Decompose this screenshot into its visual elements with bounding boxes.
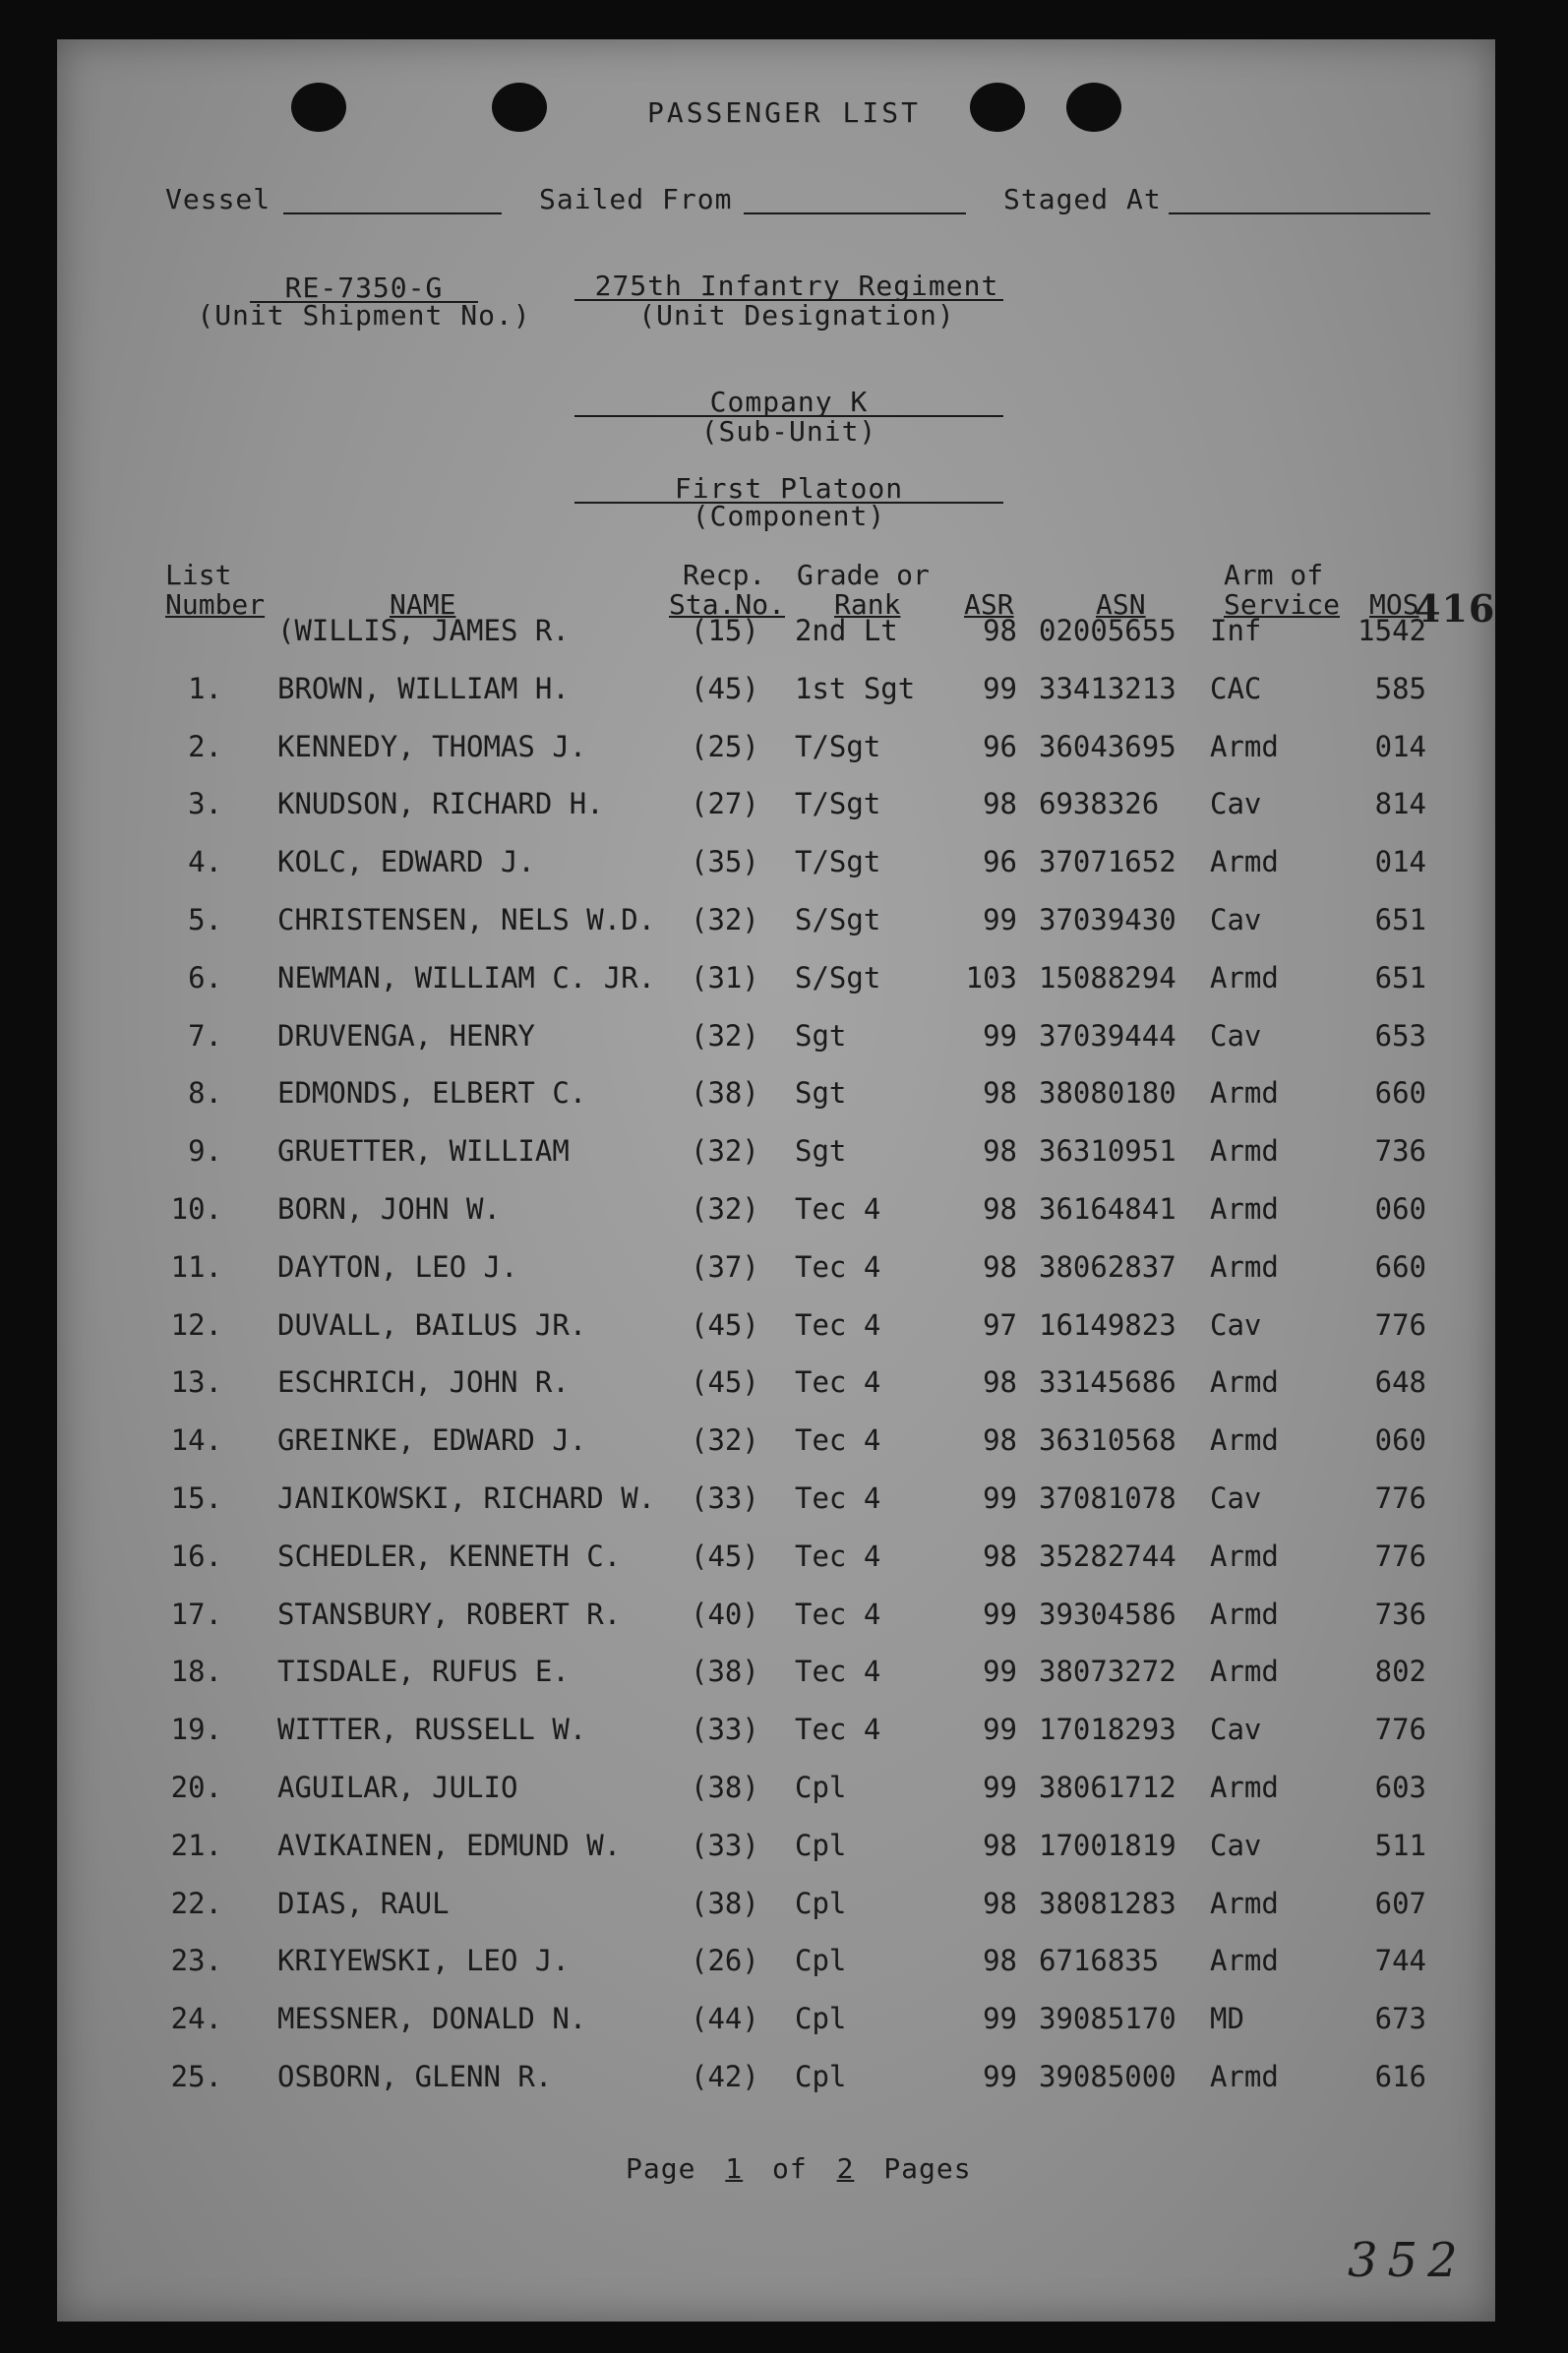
row-asr: 99 <box>983 1655 1017 1688</box>
table-row <box>0 1019 1568 1058</box>
row-mos: 585 <box>1374 672 1426 705</box>
row-name: KOLC, EDWARD J. <box>277 845 535 878</box>
row-arm-of-service: Armd <box>1210 730 1279 763</box>
row-mos: 060 <box>1374 1423 1426 1457</box>
row-arm-of-service: Cav <box>1210 1481 1262 1515</box>
row-asn: 36164841 <box>1039 1192 1176 1226</box>
unit-shipment-no: RE-7350-G <box>284 272 444 304</box>
row-name: KENNEDY, THOMAS J. <box>277 730 587 763</box>
row-arm-of-service: Armd <box>1210 1771 1279 1804</box>
row-asn: 38081283 <box>1039 1887 1176 1920</box>
row-station: (26) <box>691 1944 759 1977</box>
row-number: 9. <box>188 1134 222 1168</box>
table-row <box>0 1192 1568 1232</box>
vessel-label: Vessel <box>165 183 271 215</box>
row-name: KRIYEWSKI, LEO J. <box>277 1944 570 1977</box>
table-row <box>0 961 1568 1000</box>
row-asr: 98 <box>983 1365 1017 1399</box>
row-mos: 673 <box>1374 2002 1426 2035</box>
row-station: (45) <box>691 1365 759 1399</box>
row-name: DRUVENGA, HENRY <box>277 1019 535 1053</box>
row-arm-of-service: Armd <box>1210 1655 1279 1688</box>
header-recp: Recp. <box>683 559 766 591</box>
row-arm-of-service: Cav <box>1210 1829 1262 1862</box>
row-arm-of-service: Armd <box>1210 1076 1279 1110</box>
table-row <box>0 1539 1568 1579</box>
row-asn: 16149823 <box>1039 1308 1176 1342</box>
row-name: TISDALE, RUFUS E. <box>277 1655 570 1688</box>
row-rank: Tec 4 <box>795 1423 881 1457</box>
row-asn: 02005655 <box>1039 614 1176 647</box>
row-mos: 660 <box>1374 1076 1426 1110</box>
row-arm-of-service: Armd <box>1210 1887 1279 1920</box>
row-arm-of-service: Cav <box>1210 1713 1262 1746</box>
row-mos: 736 <box>1374 1134 1426 1168</box>
row-name: EDMONDS, ELBERT C. <box>277 1076 587 1110</box>
row-asn: 35282744 <box>1039 1539 1176 1573</box>
row-asr: 98 <box>983 1134 1017 1168</box>
row-arm-of-service: Cav <box>1210 903 1262 936</box>
row-station: (45) <box>691 672 759 705</box>
row-station: (27) <box>691 787 759 820</box>
sub-unit: Company K <box>709 386 869 418</box>
row-arm-of-service: Armd <box>1210 1192 1279 1226</box>
row-name: DUVALL, BAILUS JR. <box>277 1308 587 1342</box>
row-station: (33) <box>691 1713 759 1746</box>
row-asr: 98 <box>983 1076 1017 1110</box>
row-asn: 39304586 <box>1039 1598 1176 1631</box>
row-rank: Cpl <box>795 1829 847 1862</box>
row-asr: 98 <box>983 1944 1017 1977</box>
page-indicator <box>626 2152 972 2185</box>
table-row <box>0 1308 1568 1348</box>
handwritten-page-number: 352 <box>1348 2233 1468 2288</box>
row-name: JANIKOWSKI, RICHARD W. <box>277 1481 656 1515</box>
row-mos: 653 <box>1374 1019 1426 1053</box>
table-row <box>0 730 1568 769</box>
table-row <box>0 1076 1568 1116</box>
unit-designation: 275th Infantry Regiment <box>594 270 999 302</box>
header-sta-no: Sta.No. <box>669 588 786 621</box>
row-number: 14. <box>170 1423 222 1457</box>
row-arm-of-service: Armd <box>1210 1539 1279 1573</box>
row-arm-of-service: Armd <box>1210 1944 1279 1977</box>
row-mos: 776 <box>1374 1713 1426 1746</box>
row-asr: 96 <box>983 845 1017 878</box>
row-asr: 97 <box>983 1308 1017 1342</box>
row-rank: Tec 4 <box>795 1655 881 1688</box>
row-name: OSBORN, GLENN R. <box>277 2060 553 2093</box>
row-name: MESSNER, DONALD N. <box>277 2002 587 2035</box>
row-mos: 736 <box>1374 1598 1426 1631</box>
row-asr: 98 <box>983 1539 1017 1573</box>
row-asn: 6716835 <box>1039 1944 1160 1977</box>
row-mos: 603 <box>1374 1771 1426 1804</box>
table-row <box>0 1655 1568 1694</box>
row-name: GREINKE, EDWARD J. <box>277 1423 587 1457</box>
row-number: 20. <box>170 1771 222 1804</box>
row-station: (38) <box>691 1771 759 1804</box>
table-row <box>0 2002 1568 2041</box>
row-station: (38) <box>691 1655 759 1688</box>
row-asn: 33145686 <box>1039 1365 1176 1399</box>
row-name: AVIKAINEN, EDMUND W. <box>277 1829 622 1862</box>
row-asr: 99 <box>983 2002 1017 2035</box>
row-rank: Tec 4 <box>795 1250 881 1284</box>
row-name: DAYTON, LEO J. <box>277 1250 518 1284</box>
row-number: 17. <box>170 1598 222 1631</box>
row-station: (33) <box>691 1829 759 1862</box>
row-station: (15) <box>691 614 759 647</box>
row-name: (WILLIS, JAMES R. <box>277 614 570 647</box>
row-mos: 616 <box>1374 2060 1426 2093</box>
header-name: NAME <box>390 588 456 621</box>
row-number: 12. <box>170 1308 222 1342</box>
sailed-from-blank <box>744 212 966 214</box>
header-rank: Rank <box>834 588 901 621</box>
pages-word: Pages <box>883 2152 972 2185</box>
header-asn: ASN <box>1096 588 1146 621</box>
component: First Platoon <box>674 472 904 505</box>
row-mos: 776 <box>1374 1481 1426 1515</box>
row-mos: 1542 <box>1357 614 1426 647</box>
row-number: 3. <box>188 787 222 820</box>
row-rank: S/Sgt <box>795 903 881 936</box>
row-number: 15. <box>170 1481 222 1515</box>
row-asr: 99 <box>983 1771 1017 1804</box>
row-asn: 33413213 <box>1039 672 1176 705</box>
document-title: PASSENGER LIST <box>646 96 921 129</box>
row-arm-of-service: Cav <box>1210 1019 1262 1053</box>
row-mos: 060 <box>1374 1192 1426 1226</box>
row-mos: 648 <box>1374 1365 1426 1399</box>
row-asr: 99 <box>983 1019 1017 1053</box>
row-mos: 651 <box>1374 961 1426 995</box>
row-asn: 17001819 <box>1039 1829 1176 1862</box>
row-rank: Sgt <box>795 1076 847 1110</box>
table-row <box>0 1598 1568 1637</box>
unit-designation-caption: (Unit Designation) <box>638 299 955 332</box>
row-station: (32) <box>691 1134 759 1168</box>
row-asr: 99 <box>983 672 1017 705</box>
row-asr: 98 <box>983 1423 1017 1457</box>
row-rank: Cpl <box>795 2060 847 2093</box>
row-rank: Tec 4 <box>795 1539 881 1573</box>
row-asn: 15088294 <box>1039 961 1176 995</box>
header-asr: ASR <box>964 588 1014 621</box>
row-station: (38) <box>691 1076 759 1110</box>
row-rank: Cpl <box>795 2002 847 2035</box>
row-station: (32) <box>691 1192 759 1226</box>
table-row <box>0 614 1568 653</box>
table-row <box>0 1944 1568 1983</box>
row-name: BROWN, WILLIAM H. <box>277 672 570 705</box>
unit-shipment-caption: (Unit Shipment No.) <box>197 299 531 332</box>
table-row <box>0 2060 1568 2099</box>
row-asn: 37039444 <box>1039 1019 1176 1053</box>
table-row <box>0 1365 1568 1405</box>
row-name: DIAS, RAUL <box>277 1887 450 1920</box>
component-caption: (Component) <box>692 500 886 532</box>
row-rank: Tec 4 <box>795 1308 881 1342</box>
row-number: 6. <box>188 961 222 995</box>
row-asn: 36310951 <box>1039 1134 1176 1168</box>
staged-at-label: Staged At <box>1003 183 1162 215</box>
table-row <box>0 1481 1568 1521</box>
row-rank: Tec 4 <box>795 1481 881 1515</box>
row-rank: Cpl <box>795 1944 847 1977</box>
table-row <box>0 845 1568 884</box>
row-station: (42) <box>691 2060 759 2093</box>
table-row <box>0 1771 1568 1810</box>
row-asr: 98 <box>983 614 1017 647</box>
row-mos: 814 <box>1374 787 1426 820</box>
table-row <box>0 787 1568 826</box>
row-name: CHRISTENSEN, NELS W.D. <box>277 903 656 936</box>
row-asr: 98 <box>983 1250 1017 1284</box>
row-arm-of-service: Armd <box>1210 961 1279 995</box>
row-rank: Cpl <box>795 1771 847 1804</box>
page-word: Page <box>626 2152 696 2185</box>
of-word: of <box>772 2152 808 2185</box>
row-number: 13. <box>170 1365 222 1399</box>
row-rank: Sgt <box>795 1019 847 1053</box>
table-row <box>0 903 1568 942</box>
table-row <box>0 1887 1568 1926</box>
row-name: AGUILAR, JULIO <box>277 1771 518 1804</box>
row-name: NEWMAN, WILLIAM C. JR. <box>277 961 656 995</box>
row-number: 22. <box>170 1887 222 1920</box>
row-station: (37) <box>691 1250 759 1284</box>
row-name: STANSBURY, ROBERT R. <box>277 1598 622 1631</box>
row-number: 2. <box>188 730 222 763</box>
row-number: 16. <box>170 1539 222 1573</box>
row-arm-of-service: Armd <box>1210 845 1279 878</box>
row-asn: 6938326 <box>1039 787 1160 820</box>
table-row <box>0 672 1568 711</box>
row-mos: 776 <box>1374 1539 1426 1573</box>
row-rank: 1st Sgt <box>795 672 916 705</box>
row-number: 18. <box>170 1655 222 1688</box>
row-arm-of-service: Armd <box>1210 1134 1279 1168</box>
row-asr: 98 <box>983 1887 1017 1920</box>
row-mos: 014 <box>1374 730 1426 763</box>
row-rank: Sgt <box>795 1134 847 1168</box>
row-rank: S/Sgt <box>795 961 881 995</box>
row-asr: 96 <box>983 730 1017 763</box>
row-mos: 744 <box>1374 1944 1426 1977</box>
row-station: (38) <box>691 1887 759 1920</box>
margin-stamp-number: 416 <box>1415 586 1496 631</box>
row-number: 24. <box>170 2002 222 2035</box>
row-rank: T/Sgt <box>795 787 881 820</box>
row-station: (45) <box>691 1308 759 1342</box>
row-asn: 36043695 <box>1039 730 1176 763</box>
row-station: (32) <box>691 1019 759 1053</box>
row-asr: 98 <box>983 787 1017 820</box>
row-number: 19. <box>170 1713 222 1746</box>
row-name: BORN, JOHN W. <box>277 1192 501 1226</box>
row-arm-of-service: Cav <box>1210 1308 1262 1342</box>
table-row <box>0 1829 1568 1868</box>
row-station: (32) <box>691 1423 759 1457</box>
row-number: 23. <box>170 1944 222 1977</box>
row-rank: Cpl <box>795 1887 847 1920</box>
row-station: (31) <box>691 961 759 995</box>
row-station: (35) <box>691 845 759 878</box>
row-asn: 38061712 <box>1039 1771 1176 1804</box>
row-number: 25. <box>170 2060 222 2093</box>
row-number: 7. <box>188 1019 222 1053</box>
table-row <box>0 1423 1568 1463</box>
row-arm-of-service: Armd <box>1210 1250 1279 1284</box>
row-station: (33) <box>691 1481 759 1515</box>
row-arm-of-service: Armd <box>1210 1598 1279 1631</box>
sailed-from-label: Sailed From <box>539 183 733 215</box>
row-arm-of-service: Inf <box>1210 614 1262 647</box>
row-arm-of-service: Armd <box>1210 2060 1279 2093</box>
row-number: 1. <box>188 672 222 705</box>
row-rank: Tec 4 <box>795 1365 881 1399</box>
row-station: (44) <box>691 2002 759 2035</box>
row-asr: 99 <box>983 1598 1017 1631</box>
row-number: 5. <box>188 903 222 936</box>
row-arm-of-service: CAC <box>1210 672 1262 705</box>
row-asn: 37071652 <box>1039 845 1176 878</box>
row-number: 10. <box>170 1192 222 1226</box>
row-number: 4. <box>188 845 222 878</box>
row-asn: 39085170 <box>1039 2002 1176 2035</box>
row-rank: T/Sgt <box>795 730 881 763</box>
row-arm-of-service: Cav <box>1210 787 1262 820</box>
row-number: 11. <box>170 1250 222 1284</box>
row-station: (40) <box>691 1598 759 1631</box>
table-row <box>0 1713 1568 1752</box>
row-asr: 98 <box>983 1829 1017 1862</box>
row-name: KNUDSON, RICHARD H. <box>277 787 604 820</box>
header-list: List <box>165 559 232 591</box>
row-mos: 802 <box>1374 1655 1426 1688</box>
page-total: 2 <box>836 2152 855 2185</box>
row-station: (32) <box>691 903 759 936</box>
row-number: 21. <box>170 1829 222 1862</box>
header-mos: MOS <box>1369 588 1419 621</box>
table-row <box>0 1250 1568 1290</box>
row-name: GRUETTER, WILLIAM <box>277 1134 570 1168</box>
row-asn: 36310568 <box>1039 1423 1176 1457</box>
row-mos: 660 <box>1374 1250 1426 1284</box>
staged-at-blank <box>1169 212 1430 214</box>
row-asr: 99 <box>983 903 1017 936</box>
row-asn: 37081078 <box>1039 1481 1176 1515</box>
row-asn: 38062837 <box>1039 1250 1176 1284</box>
table-row <box>0 1134 1568 1174</box>
row-mos: 014 <box>1374 845 1426 878</box>
row-asr: 99 <box>983 1481 1017 1515</box>
row-asn: 37039430 <box>1039 903 1176 936</box>
row-asn: 39085000 <box>1039 2060 1176 2093</box>
sub-unit-caption: (Sub-Unit) <box>700 415 877 448</box>
row-arm-of-service: Armd <box>1210 1365 1279 1399</box>
row-asr: 99 <box>983 1713 1017 1746</box>
row-station: (25) <box>691 730 759 763</box>
row-rank: 2nd Lt <box>795 614 898 647</box>
header-number: Number <box>165 588 266 621</box>
row-name: WITTER, RUSSELL W. <box>277 1713 587 1746</box>
row-number: 8. <box>188 1076 222 1110</box>
row-asn: 38073272 <box>1039 1655 1176 1688</box>
header-service: Service <box>1224 588 1341 621</box>
row-rank: T/Sgt <box>795 845 881 878</box>
row-name: ESCHRICH, JOHN R. <box>277 1365 570 1399</box>
row-mos: 511 <box>1374 1829 1426 1862</box>
row-asn: 38080180 <box>1039 1076 1176 1110</box>
row-name: SCHEDLER, KENNETH C. <box>277 1539 622 1573</box>
page-current: 1 <box>725 2152 744 2185</box>
row-arm-of-service: Armd <box>1210 1423 1279 1457</box>
row-asr: 103 <box>965 961 1017 995</box>
row-arm-of-service: MD <box>1210 2002 1244 2035</box>
row-rank: Tec 4 <box>795 1192 881 1226</box>
row-asn: 17018293 <box>1039 1713 1176 1746</box>
row-rank: Tec 4 <box>795 1713 881 1746</box>
row-rank: Tec 4 <box>795 1598 881 1631</box>
row-mos: 607 <box>1374 1887 1426 1920</box>
row-asr: 99 <box>983 2060 1017 2093</box>
header-grade: Grade or <box>797 559 930 591</box>
header-arm-of: Arm of <box>1224 559 1324 591</box>
row-station: (45) <box>691 1539 759 1573</box>
row-mos: 776 <box>1374 1308 1426 1342</box>
row-asr: 98 <box>983 1192 1017 1226</box>
row-mos: 651 <box>1374 903 1426 936</box>
vessel-blank <box>283 212 502 214</box>
